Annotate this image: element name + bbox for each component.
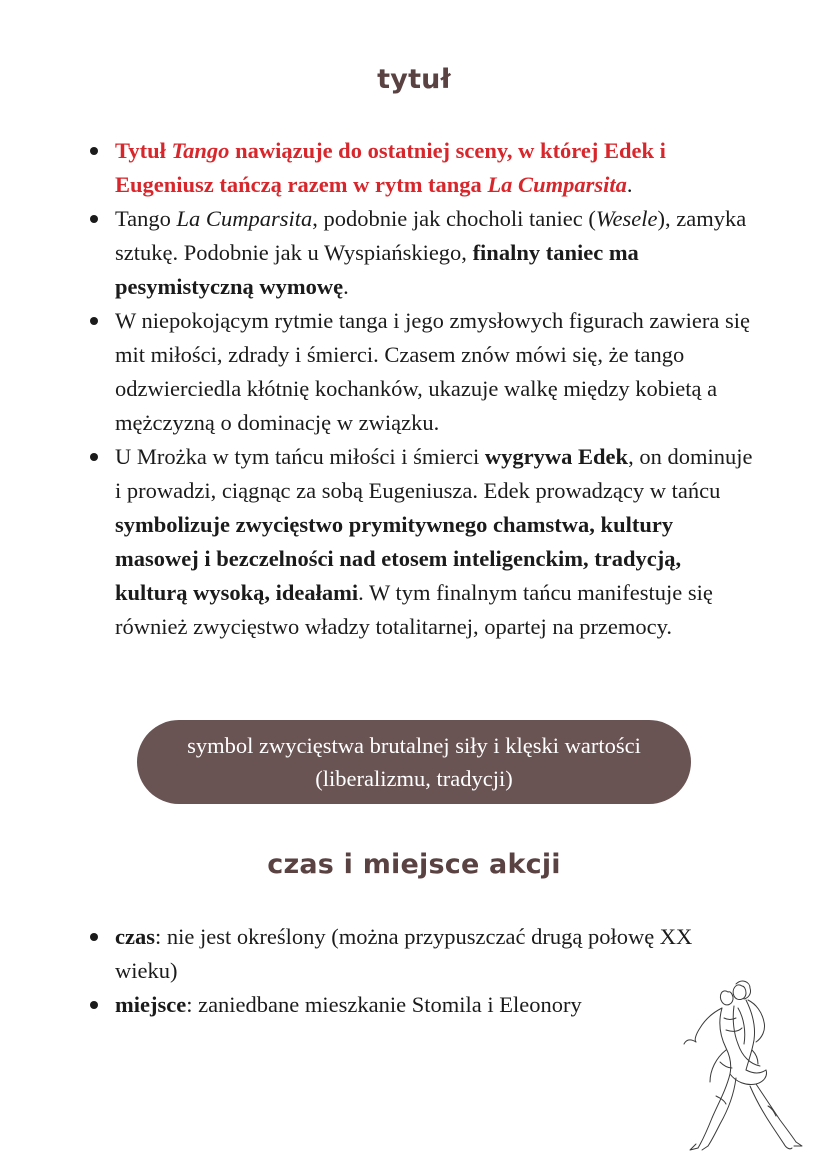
text-run: U Mrożka w tym tańcu miłości i śmierci (115, 444, 485, 469)
text-run: nawiązuje do ostatniej sceny, w której Edek i Eugeniusz tańczą razem w rytm tanga (115, 138, 666, 197)
list-item (88, 988, 758, 1022)
text-run: : zaniedbane mieszkanie Stomila i Eleonory (186, 992, 582, 1017)
list-item (88, 304, 758, 440)
callout-line: symbol zwycięstwa brutalnej siły i klęski wartości (187, 733, 641, 758)
text-run-bold: symbolizuje zwycięstwo prymitywnego chamstwa, kultury masowej i bezczelności nad etosem inteligenckim, tradycją, kulturą wysoką, ideałami (115, 512, 682, 605)
text-run-bold: miejsce (115, 992, 187, 1017)
text-run-italic: La Cumparsita (487, 172, 627, 197)
callout-line: (liberalizmu, tradycji) (315, 766, 513, 791)
section-heading-title: tytuł (377, 64, 451, 95)
section-heading-time-place: czas i miejsce akcji (267, 849, 561, 880)
text-run: . (343, 274, 349, 299)
list-item (88, 440, 758, 644)
text-run: . (626, 172, 633, 197)
text-run: Tango (115, 206, 177, 231)
time-place-bullet-list (88, 920, 758, 1022)
list-item (88, 202, 758, 304)
text-run-italic: La Cumparsita (176, 206, 313, 231)
text-run: Tytuł (115, 138, 172, 163)
tango-dancers-illustration (676, 978, 808, 1153)
text-run: : nie jest określony (można przypuszczać drugą połowę XX wieku) (115, 924, 693, 983)
text-run-bold: wygrywa Edek (484, 444, 629, 469)
text-run-italic: Wesele (595, 206, 658, 231)
text-run: W niepokojącym rytmie tanga i jego zmysłowych figurach zawiera się mit miłości, zdrady i śmierci. Czasem znów mówi się, że tango odzwierciedla kłótnię kochanków, ukazuje walkę między kobietą a mężczyzną o dominację w związku. (115, 308, 750, 435)
title-bullet-list (88, 134, 758, 644)
symbol-callout (137, 720, 691, 804)
list-item (88, 134, 758, 202)
text-run: , on dominuje i prowadzi, ciągnąc za sobą Eugeniusza. Edek prowadzący w tańcu (115, 444, 753, 503)
text-run: . W tym finalnym tańcu manifestuje się również zwycięstwo władzy totalitarnej, opartej na przemocy. (115, 580, 713, 639)
text-run: ), zamyka sztukę. Podobnie jak u Wyspiańskiego, (115, 206, 747, 265)
list-item (88, 920, 758, 988)
text-run-bold: finalny taniec ma pesymistyczną wymowę (115, 240, 639, 299)
text-run-bold: czas (115, 924, 155, 949)
text-run-italic: Tango (171, 138, 230, 163)
text-run: , podobnie jak chocholi taniec ( (312, 206, 596, 231)
